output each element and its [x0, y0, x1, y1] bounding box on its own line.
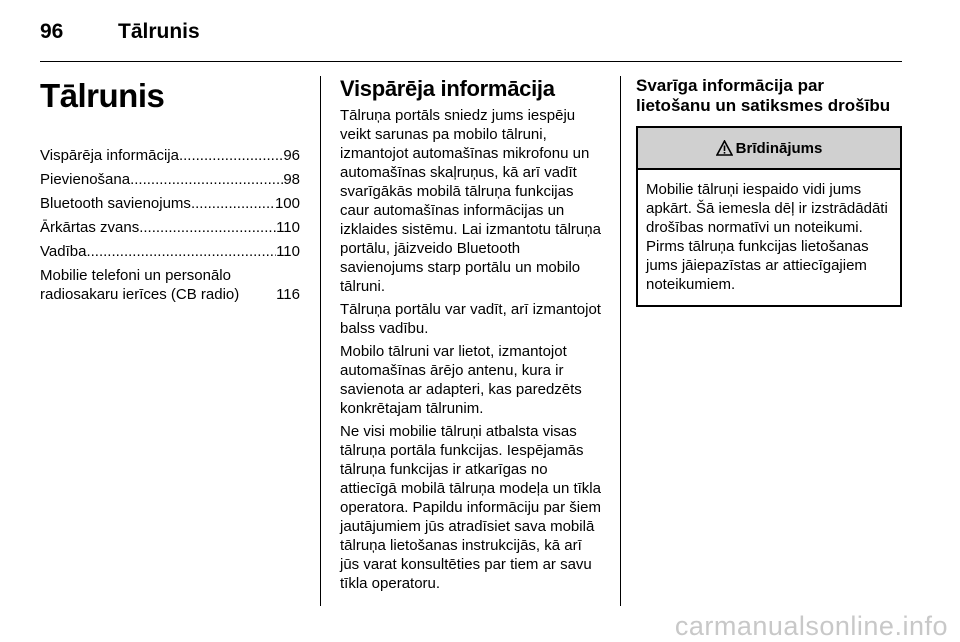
warning-text: Mobilie tālruņi iespaido vidi jums apkārt. Šā iemesla dēļ ir izstrādādāti drošības normatīvi un noteikumi. Pirms tālruņa funkcijas lietošanas jums jāiepazīstas ar attiecīgajiem noteikumiem. — [646, 181, 888, 293]
section-title: Vispārēja informācija — [340, 76, 555, 101]
warning-label: Brīdinājums — [735, 139, 823, 157]
toc-item[interactable]: Mobilie telefoni un personālo radiosakaru ierīces (CB radio) 116 — [40, 267, 300, 303]
sidebar-title: Svarīga informācija par lietošanu un satiksmes drošību — [636, 76, 891, 115]
chapter-title: Tālrunis — [40, 77, 165, 114]
paragraph: Tālruņa portāls sniedz jums iespēju veikt sarunas pa mobilo tālruni, izmantojot automašīnas mikrofonu un automašīnas skaļruņus, kā arī vadīt svarīgākās mobilā tālruņa funkcijas caur automašīnas informācijas un izklaides sistēmu. Lai izmantotu tālruņa portālu, jāizveido Bluetooth savienojums starp portālu un mobilo tālruni. — [340, 107, 601, 295]
page-number: 96 — [40, 20, 64, 43]
warning-box — [636, 126, 902, 307]
toc-item[interactable]: Pievienošana ..... 98 — [40, 170, 300, 189]
toc-item[interactable]: Bluetooth savienojums ..... 100 — [40, 194, 300, 213]
header-rule — [40, 61, 902, 62]
column-divider — [320, 76, 321, 606]
main-column — [340, 76, 602, 597]
watermark: carmanualsonline.info — [674, 611, 948, 641]
column-divider — [620, 76, 621, 606]
paragraph: Tālruņa portālu var vadīt, arī izmantojot balss vadību. — [340, 301, 601, 337]
paragraph: Ne visi mobilie tālruņi atbalsta visas tālruņa portāla funkcijas. Iespējamās tālruņa funkcijas ir atkarīgas no attiecīgā mobilā tālruņa modeļa un tīkla operatora. Papildu informāciju par šiem jautājumiem jūs atradīsiet sava mobilā tālruņa lietošanas instrukcijās, kā arī jūs varat konsultēties par tiem ar savu tīkla operatoru. — [340, 423, 601, 592]
toc-column — [40, 76, 300, 304]
paragraph: Mobilo tālruni var lietot, izmantojot automašīnas ārējo antenu, kura ir savienota ar adapteri, kas paredzēts konkrētajam tālrunim. — [340, 343, 582, 417]
toc-item[interactable]: Ārkārtas zvans ..... 110 — [40, 218, 300, 237]
warning-header — [638, 128, 900, 170]
toc-item[interactable]: Vadība ..... 110 — [40, 242, 300, 261]
running-title: Tālrunis — [118, 20, 200, 43]
warning-triangle-icon — [716, 140, 733, 156]
table-of-contents — [40, 146, 300, 304]
toc-item[interactable]: Vispārēja informācija ..... 96 — [40, 146, 300, 165]
page-header — [40, 20, 902, 60]
sidebar-column — [636, 76, 902, 116]
